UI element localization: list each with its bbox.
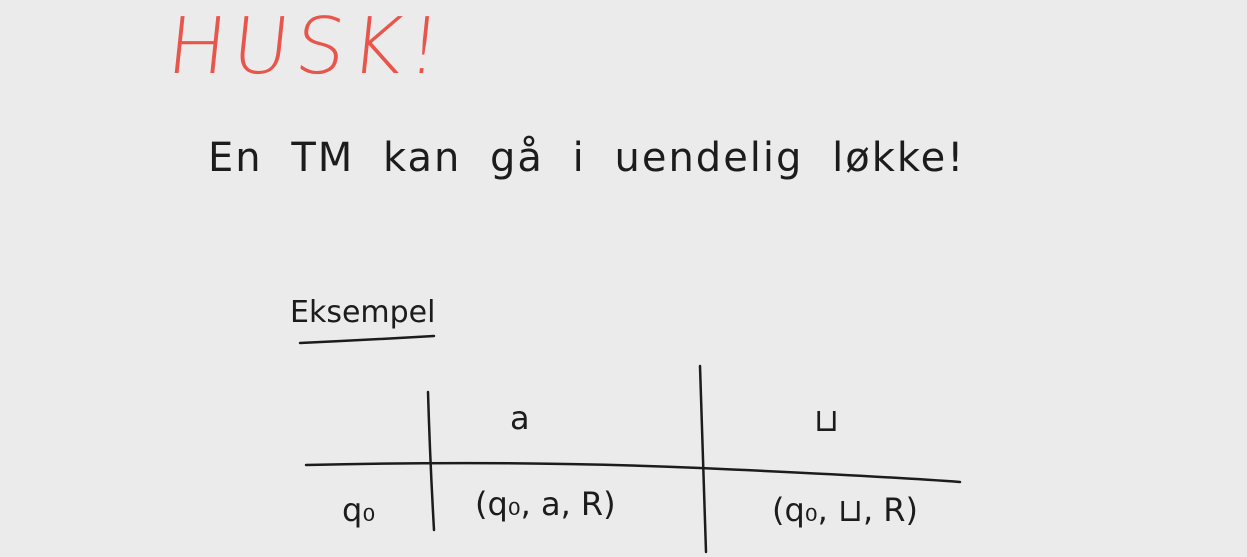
example-underline	[300, 336, 434, 343]
heading-husk: HUSK!	[163, 2, 451, 92]
cell-q0-a: (q₀, a, R)	[475, 485, 616, 523]
cell-q0-blank: (q₀, ⊔, R)	[772, 491, 918, 529]
table-vertical-rule-2	[700, 366, 706, 552]
table-vertical-rule-1	[428, 392, 434, 530]
table-horizontal-rule	[306, 463, 960, 482]
statement-text: En TM kan gå i uendelig løkke!	[208, 135, 966, 181]
column-header-blank: ⊔	[814, 401, 839, 439]
row-state-q0: q₀	[342, 491, 376, 529]
example-label: Eksempel	[290, 295, 436, 330]
column-header-a: a	[510, 399, 530, 437]
